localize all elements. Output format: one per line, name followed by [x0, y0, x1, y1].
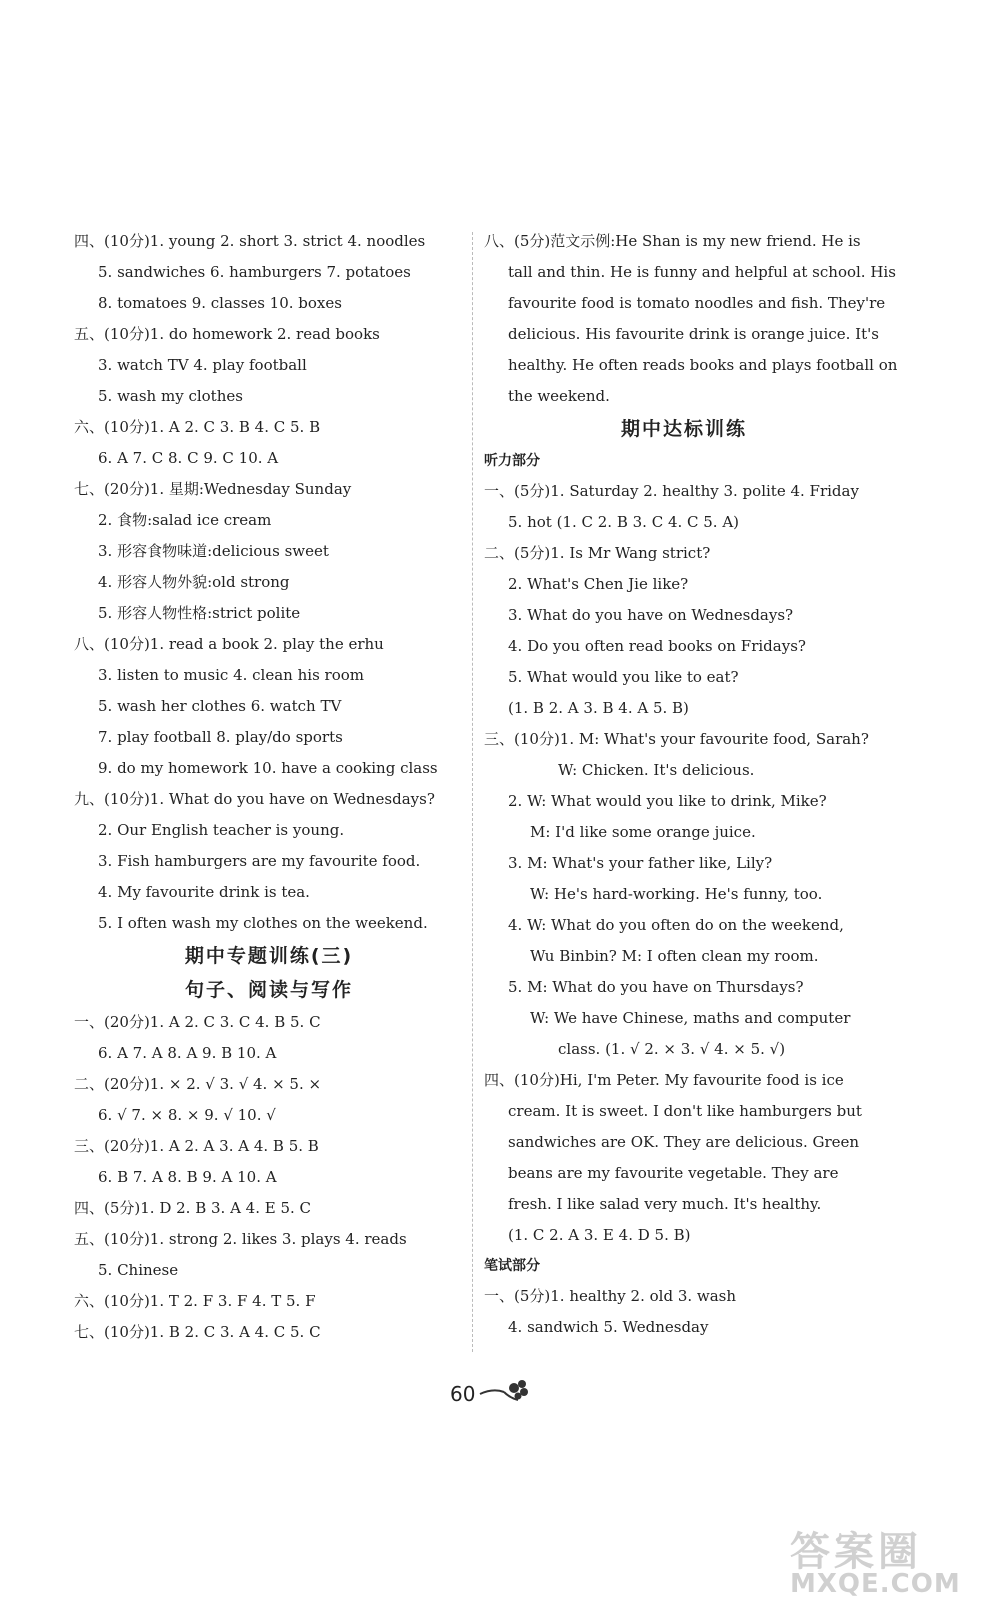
answer-line: 四、(5分)1. D 2. B 3. A 4. E 5. C [74, 1199, 312, 1217]
left-column [74, 226, 464, 1348]
answer-line: healthy. He often reads books and plays football on [508, 356, 898, 374]
section-title: 期中达标训练 [620, 418, 747, 440]
answer-line: 5. I often wash my clothes on the weekend. [98, 914, 428, 932]
answer-line: 五、(10分)1. do homework 2. read books [74, 325, 380, 343]
answer-line: 2. 食物:salad ice cream [98, 511, 272, 529]
answer-line: 6. A 7. A 8. A 9. B 10. A [98, 1044, 277, 1062]
answer-line: 5. sandwiches 6. hamburgers 7. potatoes [98, 263, 411, 281]
answer-line: 3. watch TV 4. play football [98, 356, 307, 374]
answer-line: 八、(10分)1. read a book 2. play the erhu [74, 635, 384, 653]
answer-line: 2. What's Chen Jie like? [508, 575, 689, 593]
answer-line: 6. B 7. A 8. B 9. A 10. A [98, 1168, 277, 1186]
answer-line: 二、(20分)1. × 2. √ 3. √ 4. × 5. × [74, 1075, 322, 1093]
section-title: 句子、阅读与写作 [184, 979, 353, 1001]
answer-line: 一、(5分)1. healthy 2. old 3. wash [484, 1287, 737, 1305]
answer-line: 3. M: What's your father like, Lily? [508, 854, 773, 872]
answer-line: 5. 形容人物性格:strict polite [98, 604, 301, 622]
answer-line: 2. Our English teacher is young. [98, 821, 345, 839]
answer-line: 2. W: What would you like to drink, Mike? [508, 792, 827, 810]
answer-line: 4. My favourite drink is tea. [98, 883, 310, 901]
answer-line: 四、(10分)Hi, I'm Peter. My favourite food is ice [484, 1071, 844, 1089]
answer-line: 五、(10分)1. strong 2. likes 3. plays 4. reads [74, 1230, 407, 1248]
watermark [790, 1520, 980, 1599]
answer-line: the weekend. [508, 387, 610, 405]
answer-line: W: Chicken. It's delicious. [558, 761, 755, 779]
answer-line: 5. M: What do you have on Thursdays? [508, 978, 804, 996]
answer-line: 5. What would you like to eat? [508, 668, 739, 686]
answer-line: 七、(10分)1. B 2. C 3. A 4. C 5. C [74, 1323, 321, 1341]
answer-line: 5. wash her clothes 6. watch TV [98, 697, 342, 715]
answer-line: 3. What do you have on Wednesdays? [508, 606, 794, 624]
answer-line: 3. listen to music 4. clean his room [98, 666, 364, 684]
right-column [484, 226, 898, 1343]
answer-line: 6. A 7. C 8. C 9. C 10. A [98, 449, 279, 467]
subsection-title: 听力部分 [484, 453, 540, 469]
flower-icon [478, 1374, 538, 1404]
answer-line: 7. play football 8. play/do sports [98, 728, 343, 746]
answer-line: 一、(5分)1. Saturday 2. healthy 3. polite 4. Friday [484, 482, 859, 500]
subsection-title: 笔试部分 [484, 1258, 540, 1274]
answer-line: 5. hot (1. C 2. B 3. C 4. C 5. A) [508, 513, 740, 531]
answer-line: delicious. His favourite drink is orange juice. It's [508, 325, 879, 343]
answer-line: 二、(5分)1. Is Mr Wang strict? [484, 544, 711, 562]
answer-line: favourite food is tomato noodles and fish. They're [508, 294, 886, 312]
answer-line: W: We have Chinese, maths and computer [530, 1009, 851, 1027]
answer-line: 6. √ 7. × 8. × 9. √ 10. √ [98, 1106, 276, 1124]
answer-line: 3. Fish hamburgers are my favourite food. [98, 852, 421, 870]
answer-line: Wu Binbin? M: I often clean my room. [530, 947, 819, 965]
answer-line: tall and thin. He is funny and helpful at school. His [508, 263, 896, 281]
answer-line: 4. Do you often read books on Fridays? [508, 637, 806, 655]
answer-line: 三、(10分)1. M: What's your favourite food, Sarah? [484, 730, 869, 748]
answer-line: 9. do my homework 10. have a cooking class [98, 759, 438, 777]
answer-line: (1. C 2. A 3. E 4. D 5. B) [508, 1226, 691, 1244]
answer-line: M: I'd like some orange juice. [530, 823, 756, 841]
answer-line: (1. B 2. A 3. B 4. A 5. B) [508, 699, 689, 717]
answer-line: cream. It is sweet. I don't like hamburgers but [508, 1102, 862, 1120]
answer-line: 4. 形容人物外貌:old strong [98, 573, 290, 591]
answer-line: 5. Chinese [98, 1261, 179, 1279]
answer-line: 4. W: What do you often do on the weekend, [508, 916, 844, 934]
answer-line: 三、(20分)1. A 2. A 3. A 4. B 5. B [74, 1137, 319, 1155]
answer-line: 5. wash my clothes [98, 387, 243, 405]
answer-line: class. (1. √ 2. × 3. √ 4. × 5. √) [558, 1040, 786, 1058]
watermark-bottom: MXQE.COM [790, 1569, 961, 1599]
column-divider [472, 232, 473, 1352]
answer-line: W: He's hard-working. He's funny, too. [530, 885, 823, 903]
answer-line: fresh. I like salad very much. It's healthy. [508, 1195, 822, 1213]
answer-line: 3. 形容食物味道:delicious sweet [98, 542, 329, 560]
answer-line: 八、(5分)范文示例:He Shan is my new friend. He is [484, 232, 861, 250]
answer-line: 一、(20分)1. A 2. C 3. C 4. B 5. C [74, 1013, 321, 1031]
answer-line: 四、(10分)1. young 2. short 3. strict 4. noodles [74, 232, 426, 250]
watermark-top: 答案圈 [790, 1529, 922, 1575]
section-title: 期中专题训练(三) [184, 945, 354, 967]
answer-line: beans are my favourite vegetable. They are [508, 1164, 839, 1182]
answer-line: 七、(20分)1. 星期:Wednesday Sunday [74, 480, 352, 498]
answer-line: 4. sandwich 5. Wednesday [508, 1318, 709, 1336]
answer-line: 六、(10分)1. A 2. C 3. B 4. C 5. B [74, 418, 321, 436]
answer-line: 九、(10分)1. What do you have on Wednesdays? [74, 790, 435, 808]
answer-line: sandwiches are OK. They are delicious. Green [508, 1133, 860, 1151]
page-number: 60 [450, 1382, 476, 1406]
answer-line: 8. tomatoes 9. classes 10. boxes [98, 294, 342, 312]
answer-line: 六、(10分)1. T 2. F 3. F 4. T 5. F [74, 1292, 316, 1310]
